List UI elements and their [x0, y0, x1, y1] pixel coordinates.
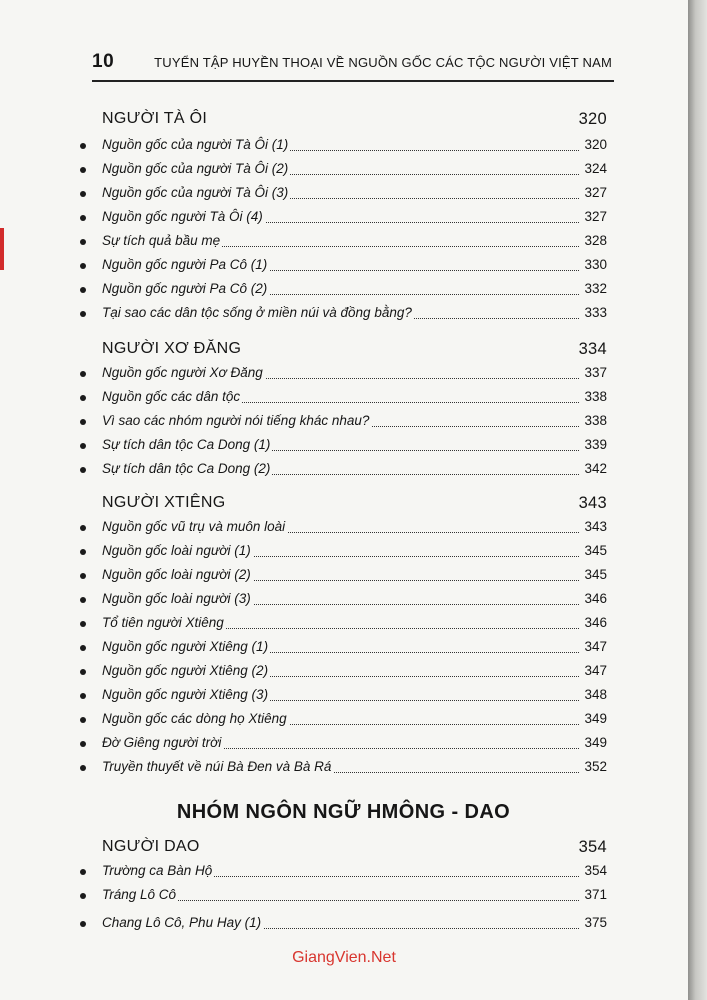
bullet-icon — [80, 419, 86, 425]
bullet-icon — [80, 549, 86, 555]
entry-title: Nguồn gốc loài người (2) — [102, 567, 251, 582]
toc-entry[interactable] — [80, 279, 607, 299]
entry-title: Nguồn gốc người Xtiêng (1) — [102, 639, 269, 654]
toc-entry[interactable] — [80, 231, 607, 251]
toc-entry[interactable] — [80, 459, 607, 479]
entry-title: Sự tích quả bầu mẹ — [102, 233, 221, 248]
toc-entry[interactable] — [80, 135, 607, 155]
entry-page: 375 — [584, 915, 607, 930]
group-title-text: NGƯỜI DAO — [102, 838, 200, 855]
entry-title: Sự tích dân tộc Ca Dong (1) — [102, 437, 271, 452]
bullet-icon — [80, 893, 86, 899]
bullet-icon — [80, 869, 86, 875]
entry-title: Nguồn gốc người Pa Cô (1) — [102, 257, 268, 272]
bullet-icon — [80, 645, 86, 651]
entry-page: 346 — [584, 591, 607, 606]
toc-entry[interactable] — [80, 363, 607, 383]
entry-title: Tráng Lô Cô — [102, 887, 177, 902]
group-title-page: 354 — [578, 838, 607, 856]
section-heading: NHÓM NGÔN NGỮ HMÔNG - DAO — [176, 801, 511, 823]
book-spine-edge — [688, 0, 707, 1000]
entry-page: 349 — [584, 735, 607, 750]
entry-page: 338 — [584, 413, 607, 428]
entry-title: Nguồn gốc loài người (1) — [102, 543, 251, 558]
entry-page: 330 — [584, 257, 607, 272]
toc-entry[interactable] — [80, 589, 607, 609]
entry-title: Nguồn gốc loài người (3) — [102, 591, 251, 606]
bullet-icon — [80, 693, 86, 699]
entry-page: 333 — [584, 305, 607, 320]
entry-title: Nguồn gốc người Xtiêng (2) — [102, 663, 269, 678]
entry-page: 345 — [584, 567, 607, 582]
bullet-icon — [80, 263, 86, 269]
entry-title: Nguồn gốc vũ trụ và muôn loài — [102, 519, 286, 534]
bullet-icon — [80, 525, 86, 531]
running-title: TUYỂN TẬP HUYỀN THOẠI VỀ NGUỒN GỐC CÁC TỘC NGƯỜI VIỆT NAM — [154, 55, 612, 70]
toc-entry[interactable] — [80, 637, 607, 657]
page-number: 10 — [92, 51, 115, 72]
toc-entry[interactable] — [80, 913, 607, 933]
entry-page: 327 — [584, 185, 607, 200]
page-edge-mark — [0, 228, 4, 270]
bullet-icon — [80, 669, 86, 675]
page-header — [92, 45, 612, 75]
toc-entry[interactable] — [80, 613, 607, 633]
toc-entry[interactable] — [80, 207, 607, 227]
entry-title: Truyền thuyết về núi Bà Đen và Bà Rá — [102, 759, 332, 774]
toc-entry[interactable] — [80, 885, 607, 905]
toc-entry[interactable] — [80, 733, 607, 753]
group-title-page: 334 — [578, 340, 607, 358]
bullet-icon — [80, 191, 86, 197]
bullet-icon — [80, 215, 86, 221]
entry-page: 320 — [584, 137, 607, 152]
bullet-icon — [80, 765, 86, 771]
entry-title: Nguồn gốc người Pa Cô (2) — [102, 281, 268, 296]
bullet-icon — [80, 395, 86, 401]
entry-title: Nguồn gốc các dòng họ Xtiêng — [102, 711, 287, 726]
bullet-icon — [80, 597, 86, 603]
toc-entry[interactable] — [80, 159, 607, 179]
entry-title: Tại sao các dân tộc sống ở miền núi và đồng bằng? — [102, 305, 412, 320]
toc-entry[interactable] — [80, 517, 607, 537]
entry-title: Nguồn gốc của người Tà Ôi (3) — [102, 185, 289, 200]
entry-page: 324 — [584, 161, 607, 176]
entry-page: 349 — [584, 711, 607, 726]
bullet-icon — [80, 143, 86, 149]
entry-page: 352 — [584, 759, 607, 774]
entry-title: Tổ tiên người Xtiêng — [102, 615, 224, 630]
toc-entry[interactable] — [80, 861, 607, 881]
toc-entry[interactable] — [80, 661, 607, 681]
header-rule — [92, 80, 614, 82]
group-title-page: 343 — [578, 494, 607, 512]
group-title-text: NGƯỜI XƠ ĐĂNG — [102, 340, 242, 357]
toc-entry[interactable] — [80, 387, 607, 407]
entry-page: 354 — [584, 863, 607, 878]
group-title-text: NGƯỜI TÀ ÔI — [102, 110, 208, 127]
entry-page: 327 — [584, 209, 607, 224]
toc-entry[interactable] — [80, 435, 607, 455]
entry-title: Nguồn gốc người Tà Ôi (4) — [102, 209, 263, 224]
toc-entry[interactable] — [80, 183, 607, 203]
toc-entry[interactable] — [80, 709, 607, 729]
bullet-icon — [80, 467, 86, 473]
entry-title: Sự tích dân tộc Ca Dong (2) — [102, 461, 271, 476]
bullet-icon — [80, 921, 86, 927]
entry-page: 347 — [584, 639, 607, 654]
watermark-text: GiangVien.Net — [292, 949, 396, 966]
bullet-icon — [80, 621, 86, 627]
entry-title: Nguồn gốc người Xơ Đăng — [102, 365, 263, 380]
bullet-icon — [80, 239, 86, 245]
group-title-text: NGƯỜI XTIÊNG — [102, 494, 226, 511]
entry-page: 338 — [584, 389, 607, 404]
entry-page: 332 — [584, 281, 607, 296]
toc-entry[interactable] — [80, 255, 607, 275]
bullet-icon — [80, 573, 86, 579]
toc-entry[interactable] — [80, 303, 607, 323]
toc-entry[interactable] — [80, 565, 607, 585]
bullet-icon — [80, 287, 86, 293]
bullet-icon — [80, 371, 86, 377]
bullet-icon — [80, 741, 86, 747]
entry-title: Đờ Giêng người trời — [102, 735, 222, 750]
bullet-icon — [80, 443, 86, 449]
entry-page: 347 — [584, 663, 607, 678]
toc-entry[interactable] — [80, 541, 607, 561]
entry-page: 343 — [584, 519, 607, 534]
entry-title: Vì sao các nhóm người nói tiếng khác nhau? — [102, 413, 370, 428]
toc-entry[interactable] — [80, 757, 607, 777]
entry-title: Nguồn gốc của người Tà Ôi (1) — [102, 137, 289, 152]
toc-entry[interactable] — [80, 411, 607, 431]
entry-page: 348 — [584, 687, 607, 702]
entry-page: 342 — [584, 461, 607, 476]
entry-title: Trường ca Bàn Hộ — [102, 863, 213, 878]
entry-page: 337 — [584, 365, 607, 380]
entry-page: 346 — [584, 615, 607, 630]
entry-page: 345 — [584, 543, 607, 558]
entry-title: Nguồn gốc của người Tà Ôi (2) — [102, 161, 289, 176]
bullet-icon — [80, 717, 86, 723]
bullet-icon — [80, 167, 86, 173]
bullet-icon — [80, 311, 86, 317]
entry-page: 339 — [584, 437, 607, 452]
toc-entry[interactable] — [80, 685, 607, 705]
entry-title: Chang Lô Cô, Phu Hay (1) — [102, 915, 262, 930]
entry-title: Nguồn gốc các dân tộc — [102, 389, 241, 404]
group-title-page: 320 — [578, 110, 607, 128]
entry-title: Nguồn gốc người Xtiêng (3) — [102, 687, 269, 702]
entry-page: 328 — [584, 233, 607, 248]
entry-page: 371 — [584, 887, 607, 902]
